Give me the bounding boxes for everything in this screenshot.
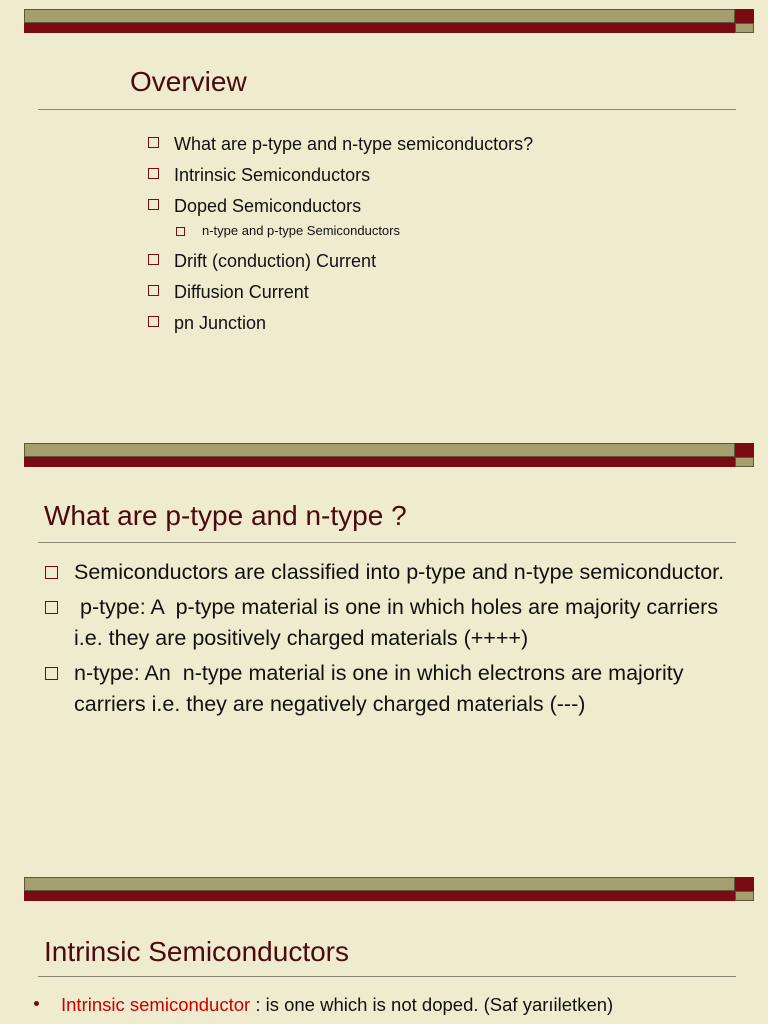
square-bullet-icon: [45, 566, 58, 579]
header-bar-olive-stripe: [24, 443, 735, 457]
header-bar-olive-stripe: [24, 877, 735, 891]
list-item: n-type: An n-type material is one in which electrons are majority carriers i.e. they are negatively charged materials (---): [44, 658, 734, 720]
list-item: p-type: A p-type material is one in which holes are majority carriers i.e. they are positively charged materials (++++): [44, 592, 734, 654]
list-item: [34, 994, 613, 1016]
title-rule: [38, 976, 736, 977]
square-bullet-icon: [148, 168, 159, 179]
header-bar-red-square: [735, 443, 754, 457]
list-item: What are p-type and n-type semiconductors?: [148, 134, 533, 154]
title-rule: [38, 109, 736, 110]
title-rule: [38, 542, 736, 543]
square-bullet-icon: [148, 285, 159, 296]
square-bullet-icon: [148, 137, 159, 148]
header-bar-red-square: [735, 9, 754, 23]
header-bar-red-stripe: [24, 457, 735, 467]
header-bar-olive-square: [735, 891, 754, 901]
slide-intrinsic: [0, 868, 768, 1024]
header-bar: [24, 877, 754, 901]
square-bullet-icon: [176, 227, 185, 236]
slide-title: Overview: [130, 66, 247, 97]
list-item: Doped Semiconductors: [148, 196, 533, 216]
slide-title: What are p-type and n-type ?: [44, 500, 407, 531]
header-bar-red-stripe: [24, 23, 735, 33]
term-highlight: Intrinsic semiconductor: [61, 994, 251, 1015]
square-bullet-icon: [148, 254, 159, 265]
header-bar-red-stripe: [24, 891, 735, 901]
header-bar: [24, 9, 754, 33]
slide-p-n-type: [0, 434, 768, 864]
sub-list-item: n-type and p-type Semiconductors: [174, 224, 533, 238]
list-item: Diffusion Current: [148, 282, 533, 302]
list-item: Semiconductors are classified into p-type and n-type semiconductor.: [44, 557, 734, 588]
header-bar-red-square: [735, 877, 754, 891]
square-bullet-icon: [148, 316, 159, 327]
header-bar-olive-square: [735, 457, 754, 467]
definition-list: [44, 557, 734, 724]
slide-overview: [0, 0, 768, 430]
header-bar-olive-square: [735, 23, 754, 33]
list-item: pn Junction: [148, 313, 533, 333]
square-bullet-icon: [148, 199, 159, 210]
term-definition: : is one which is not doped. (Saf yarıiletken): [250, 994, 614, 1015]
square-bullet-icon: [45, 601, 58, 614]
list-item: Intrinsic Semiconductors: [148, 165, 533, 185]
slide-title: Intrinsic Semiconductors: [44, 936, 350, 967]
square-bullet-icon: [45, 667, 58, 680]
list-item: Drift (conduction) Current: [148, 251, 533, 271]
round-bullet-icon: [34, 1001, 39, 1006]
header-bar: [24, 443, 754, 467]
overview-list: [148, 134, 533, 344]
header-bar-olive-stripe: [24, 9, 735, 23]
